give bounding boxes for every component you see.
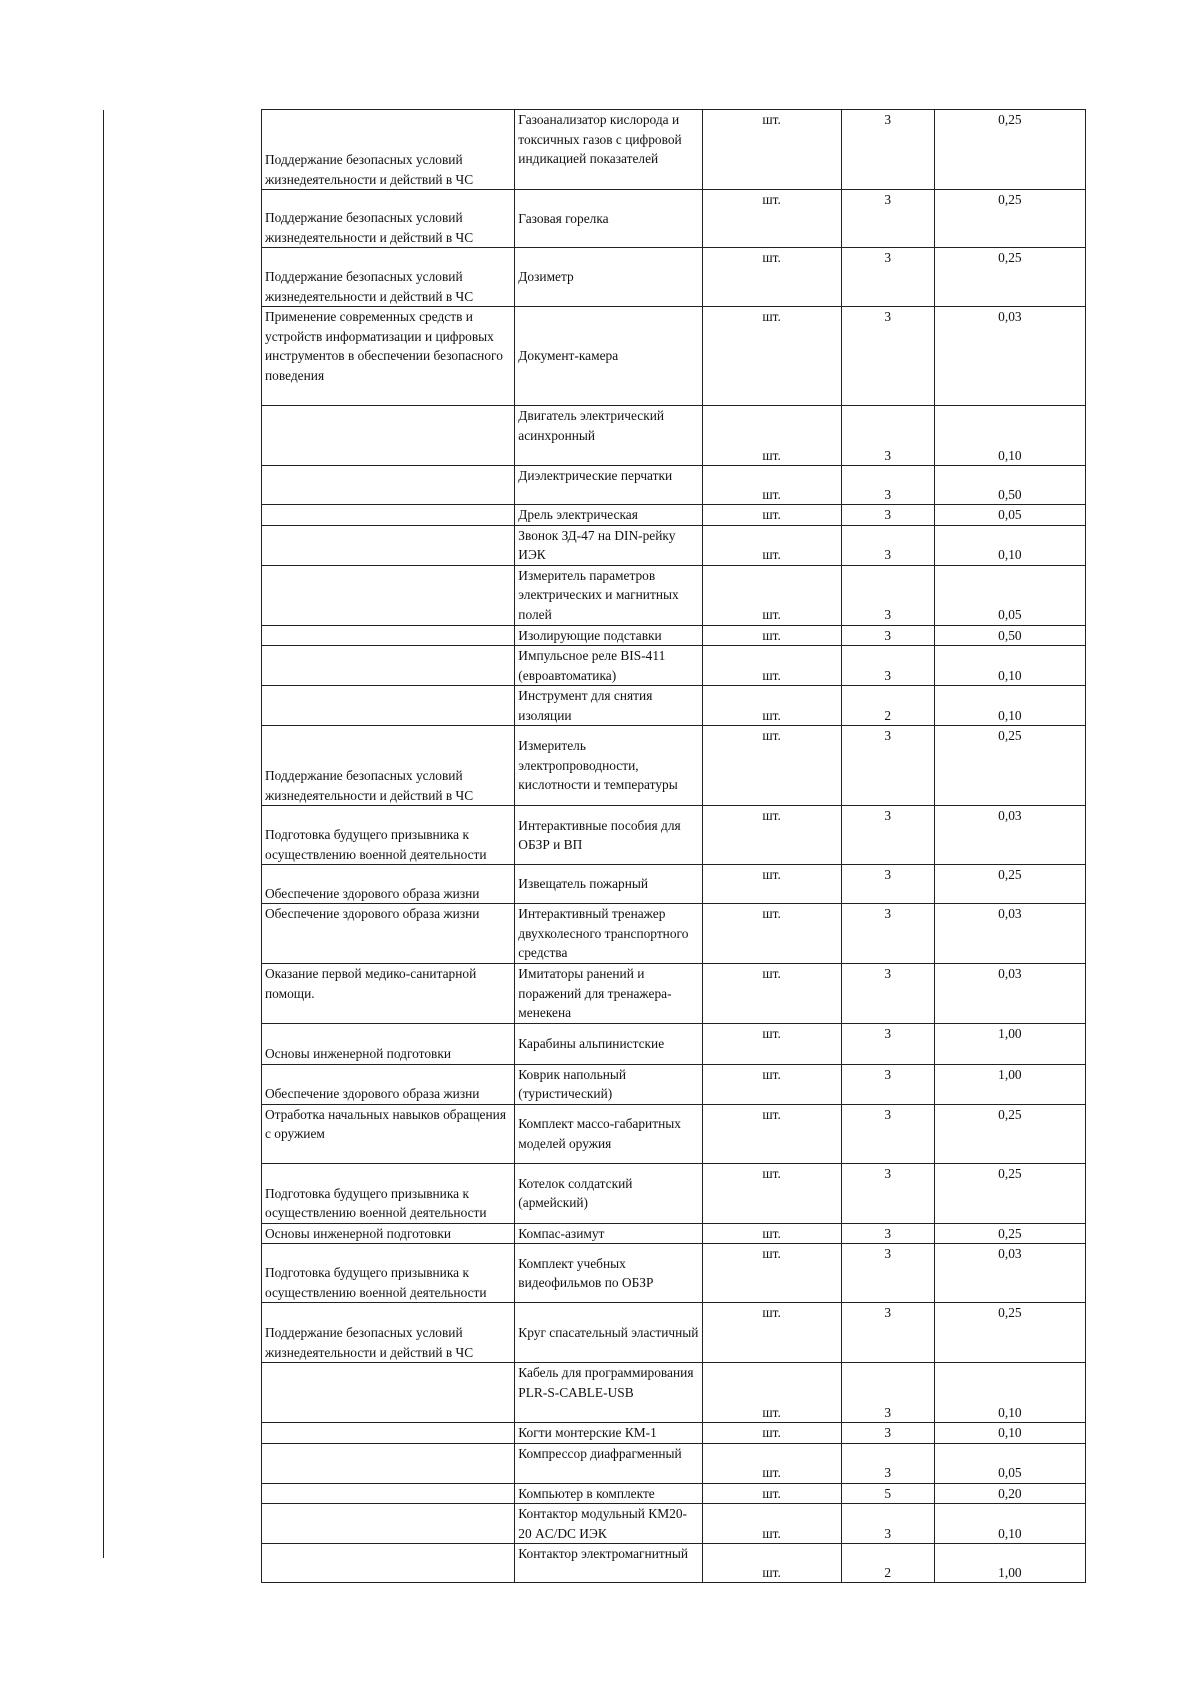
quantity-cell: 3 xyxy=(841,1104,934,1163)
quantity-cell: 3 xyxy=(841,466,934,505)
quantity-cell: 3 xyxy=(841,248,934,307)
unit-cell: шт. xyxy=(702,1163,841,1223)
area-cell xyxy=(262,625,515,646)
unit-cell: шт. xyxy=(702,505,841,526)
norm-cell: 0,03 xyxy=(934,307,1085,406)
table-row xyxy=(262,1483,1086,1504)
item-name-cell: Двигатель электрический асинхронный xyxy=(515,406,702,466)
quantity-cell: 5 xyxy=(841,1483,934,1504)
table-row xyxy=(262,248,1086,307)
norm-cell: 0,25 xyxy=(934,248,1085,307)
area-cell xyxy=(262,1363,515,1423)
quantity-cell: 3 xyxy=(841,726,934,806)
item-name-cell: Кабель для программирования PLR-S-CABLE-USB xyxy=(515,1363,702,1423)
table-row xyxy=(262,110,1086,190)
table-row xyxy=(262,686,1086,726)
quantity-cell: 3 xyxy=(841,110,934,190)
unit-cell: шт. xyxy=(702,726,841,806)
table-row xyxy=(262,1244,1086,1303)
norm-cell: 0,25 xyxy=(934,1223,1085,1244)
area-cell: Поддержание безопасных условий жизнедеятельности и действий в ЧС xyxy=(262,726,515,806)
norm-cell: 0,03 xyxy=(934,964,1085,1024)
quantity-cell: 3 xyxy=(841,865,934,904)
table-row xyxy=(262,1064,1086,1104)
norm-cell: 1,00 xyxy=(934,1544,1085,1583)
unit-cell: шт. xyxy=(702,307,841,406)
area-cell xyxy=(262,1423,515,1444)
table-row xyxy=(262,1303,1086,1363)
table-row xyxy=(262,1363,1086,1423)
norm-cell: 0,50 xyxy=(934,625,1085,646)
unit-cell: шт. xyxy=(702,625,841,646)
area-cell xyxy=(262,505,515,526)
quantity-cell: 3 xyxy=(841,1223,934,1244)
quantity-cell: 3 xyxy=(841,1303,934,1363)
area-cell xyxy=(262,406,515,466)
table-row xyxy=(262,565,1086,625)
area-cell: Подготовка будущего призывника к осуществлению военной деятельности xyxy=(262,1163,515,1223)
item-name-cell: Компас-азимут xyxy=(515,1223,702,1244)
item-name-cell: Комплект учебных видеофильмов по ОБЗР xyxy=(515,1244,702,1303)
unit-cell: шт. xyxy=(702,1483,841,1504)
item-name-cell: Звонок ЗД-47 на DIN-рейку ИЭК xyxy=(515,525,702,565)
unit-cell: шт. xyxy=(702,525,841,565)
table-row xyxy=(262,1443,1086,1483)
area-cell: Поддержание безопасных условий жизнедеятельности и действий в ЧС xyxy=(262,1303,515,1363)
item-name-cell: Компрессор диафрагменный xyxy=(515,1443,702,1483)
unit-cell: шт. xyxy=(702,1303,841,1363)
table-row xyxy=(262,865,1086,904)
item-name-cell: Круг спасательный эластичный xyxy=(515,1303,702,1363)
unit-cell: шт. xyxy=(702,904,841,964)
quantity-cell: 3 xyxy=(841,1023,934,1064)
equipment-table xyxy=(261,109,1086,1583)
area-cell xyxy=(262,686,515,726)
area-cell xyxy=(262,646,515,686)
table-row xyxy=(262,1423,1086,1444)
quantity-cell: 3 xyxy=(841,625,934,646)
area-cell xyxy=(262,1483,515,1504)
unit-cell: шт. xyxy=(702,1363,841,1423)
unit-cell: шт. xyxy=(702,466,841,505)
unit-cell: шт. xyxy=(702,190,841,248)
unit-cell: шт. xyxy=(702,110,841,190)
table-row xyxy=(262,1104,1086,1163)
item-name-cell: Котелок солдатский (армейский) xyxy=(515,1163,702,1223)
table-row xyxy=(262,1504,1086,1544)
item-name-cell: Документ-камера xyxy=(515,307,702,406)
norm-cell: 0,10 xyxy=(934,646,1085,686)
area-cell: Подготовка будущего призывника к осуществлению военной деятельности xyxy=(262,1244,515,1303)
table-row xyxy=(262,505,1086,526)
norm-cell: 0,10 xyxy=(934,1363,1085,1423)
item-name-cell: Карабины альпинистские xyxy=(515,1023,702,1064)
table-row xyxy=(262,1023,1086,1064)
table-row xyxy=(262,307,1086,406)
unit-cell: шт. xyxy=(702,1423,841,1444)
table-row xyxy=(262,1223,1086,1244)
table-row xyxy=(262,904,1086,964)
quantity-cell: 3 xyxy=(841,1064,934,1104)
item-name-cell: Контактор модульный КМ20-20 AC/DC ИЭК xyxy=(515,1504,702,1544)
unit-cell: шт. xyxy=(702,1443,841,1483)
item-name-cell: Коврик напольный (туристический) xyxy=(515,1064,702,1104)
norm-cell: 0,03 xyxy=(934,1244,1085,1303)
unit-cell: шт. xyxy=(702,1504,841,1544)
quantity-cell: 2 xyxy=(841,1544,934,1583)
quantity-cell: 3 xyxy=(841,964,934,1024)
norm-cell: 0,25 xyxy=(934,726,1085,806)
norm-cell: 0,25 xyxy=(934,865,1085,904)
table-row xyxy=(262,646,1086,686)
area-cell: Отработка начальных навыков обращения с оружием xyxy=(262,1104,515,1163)
norm-cell: 1,00 xyxy=(934,1064,1085,1104)
quantity-cell: 3 xyxy=(841,904,934,964)
area-cell xyxy=(262,1544,515,1583)
area-cell: Основы инженерной подготовки xyxy=(262,1023,515,1064)
norm-cell: 0,10 xyxy=(934,1504,1085,1544)
area-cell: Поддержание безопасных условий жизнедеятельности и действий в ЧС xyxy=(262,190,515,248)
unit-cell: шт. xyxy=(702,565,841,625)
area-cell: Подготовка будущего призывника к осуществлению военной деятельности xyxy=(262,806,515,865)
norm-cell: 0,25 xyxy=(934,190,1085,248)
area-cell: Обеспечение здорового образа жизни xyxy=(262,1064,515,1104)
quantity-cell: 3 xyxy=(841,1504,934,1544)
area-cell: Применение современных средств и устройств информатизации и цифровых инструментов в обеспечении безопасного поведения xyxy=(262,307,515,406)
area-cell: Поддержание безопасных условий жизнедеятельности и действий в ЧС xyxy=(262,110,515,190)
norm-cell: 0,05 xyxy=(934,565,1085,625)
norm-cell: 1,00 xyxy=(934,1023,1085,1064)
area-cell xyxy=(262,525,515,565)
item-name-cell: Контактор электромагнитный xyxy=(515,1544,702,1583)
area-cell xyxy=(262,1443,515,1483)
quantity-cell: 3 xyxy=(841,646,934,686)
unit-cell: шт. xyxy=(702,865,841,904)
unit-cell: шт. xyxy=(702,248,841,307)
table-row xyxy=(262,466,1086,505)
item-name-cell: Дрель электрическая xyxy=(515,505,702,526)
quantity-cell: 3 xyxy=(841,806,934,865)
item-name-cell: Измеритель электропроводности, кислотности и температуры xyxy=(515,726,702,806)
quantity-cell: 3 xyxy=(841,1163,934,1223)
item-name-cell: Извещатель пожарный xyxy=(515,865,702,904)
area-cell: Обеспечение здорового образа жизни xyxy=(262,865,515,904)
item-name-cell: Измеритель параметров электрических и магнитных полей xyxy=(515,565,702,625)
unit-cell: шт. xyxy=(702,1104,841,1163)
area-cell xyxy=(262,1504,515,1544)
item-name-cell: Комплект массо-габаритных моделей оружия xyxy=(515,1104,702,1163)
table-row xyxy=(262,406,1086,466)
item-name-cell: Диэлектрические перчатки xyxy=(515,466,702,505)
table-row xyxy=(262,964,1086,1024)
table-row xyxy=(262,1163,1086,1223)
item-name-cell: Импульсное реле BIS-411 (евроавтоматика) xyxy=(515,646,702,686)
quantity-cell: 3 xyxy=(841,406,934,466)
unit-cell: шт. xyxy=(702,646,841,686)
unit-cell: шт. xyxy=(702,686,841,726)
item-name-cell: Изолирующие подставки xyxy=(515,625,702,646)
norm-cell: 0,10 xyxy=(934,686,1085,726)
unit-cell: шт. xyxy=(702,406,841,466)
norm-cell: 0,25 xyxy=(934,1104,1085,1163)
item-name-cell: Имитаторы ранений и поражений для тренажера-менекена xyxy=(515,964,702,1024)
unit-cell: шт. xyxy=(702,964,841,1024)
table-row xyxy=(262,726,1086,806)
norm-cell: 0,50 xyxy=(934,466,1085,505)
unit-cell: шт. xyxy=(702,1064,841,1104)
norm-cell: 0,25 xyxy=(934,1163,1085,1223)
norm-cell: 0,25 xyxy=(934,1303,1085,1363)
norm-cell: 0,10 xyxy=(934,525,1085,565)
table-row xyxy=(262,525,1086,565)
norm-cell: 0,10 xyxy=(934,1423,1085,1444)
item-name-cell: Инструмент для снятия изоляции xyxy=(515,686,702,726)
area-cell: Обеспечение здорового образа жизни xyxy=(262,904,515,964)
unit-cell: шт. xyxy=(702,1244,841,1303)
unit-cell: шт. xyxy=(702,1223,841,1244)
area-cell xyxy=(262,565,515,625)
table-row xyxy=(262,625,1086,646)
quantity-cell: 3 xyxy=(841,190,934,248)
norm-cell: 0,05 xyxy=(934,505,1085,526)
unit-cell: шт. xyxy=(702,806,841,865)
quantity-cell: 3 xyxy=(841,307,934,406)
item-name-cell: Дозиметр xyxy=(515,248,702,307)
area-cell: Оказание первой медико-санитарной помощи. xyxy=(262,964,515,1024)
area-cell: Основы инженерной подготовки xyxy=(262,1223,515,1244)
page-margin-line xyxy=(103,110,104,1558)
norm-cell: 0,05 xyxy=(934,1443,1085,1483)
area-cell xyxy=(262,466,515,505)
table-row xyxy=(262,190,1086,248)
norm-cell: 0,25 xyxy=(934,110,1085,190)
quantity-cell: 3 xyxy=(841,1443,934,1483)
norm-cell: 0,10 xyxy=(934,406,1085,466)
quantity-cell: 3 xyxy=(841,525,934,565)
norm-cell: 0,03 xyxy=(934,806,1085,865)
equipment-table-body xyxy=(262,110,1086,1583)
table-row xyxy=(262,1544,1086,1583)
quantity-cell: 3 xyxy=(841,1244,934,1303)
item-name-cell: Газовая горелка xyxy=(515,190,702,248)
table-row xyxy=(262,806,1086,865)
unit-cell: шт. xyxy=(702,1023,841,1064)
quantity-cell: 3 xyxy=(841,565,934,625)
quantity-cell: 3 xyxy=(841,1423,934,1444)
unit-cell: шт. xyxy=(702,1544,841,1583)
item-name-cell: Когти монтерские КМ-1 xyxy=(515,1423,702,1444)
quantity-cell: 3 xyxy=(841,1363,934,1423)
item-name-cell: Интерактивные пособия для ОБЗР и ВП xyxy=(515,806,702,865)
item-name-cell: Интерактивный тренажер двухколесного транспортного средства xyxy=(515,904,702,964)
quantity-cell: 3 xyxy=(841,505,934,526)
norm-cell: 0,03 xyxy=(934,904,1085,964)
item-name-cell: Компьютер в комплекте xyxy=(515,1483,702,1504)
norm-cell: 0,20 xyxy=(934,1483,1085,1504)
area-cell: Поддержание безопасных условий жизнедеятельности и действий в ЧС xyxy=(262,248,515,307)
quantity-cell: 2 xyxy=(841,686,934,726)
item-name-cell: Газоанализатор кислорода и токсичных газов с цифровой индикацией показателей xyxy=(515,110,702,190)
